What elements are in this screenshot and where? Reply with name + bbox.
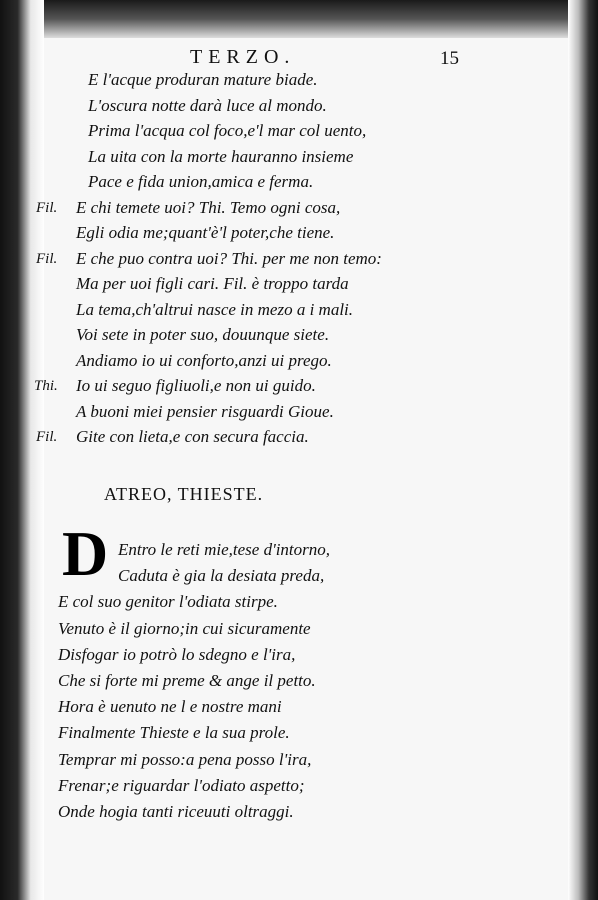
verse-line: E l'acque produran mature biade. <box>88 70 318 89</box>
book-page <box>40 38 576 900</box>
verse-line: Egli odia me;quant'è'l poter,che tiene. <box>76 223 335 242</box>
verse-line: E che puo contra uoi? Thi. per me non temo: <box>76 248 382 268</box>
verse-line: Entro le reti mie,tese d'intorno, <box>118 540 331 559</box>
speaker-label: Fil. <box>36 199 58 216</box>
page-number: 15 <box>440 48 459 69</box>
verse-line: A buoni miei pensier risguardi Gioue. <box>76 401 334 421</box>
speaker-label: Fil. <box>36 250 58 267</box>
verse-line: Che si forte mi preme & ange il petto. <box>58 671 316 690</box>
speaker-label: Fil. <box>36 429 58 445</box>
verse-line: Ma per uoi figli cari. Fil. è troppo tarda <box>76 274 349 293</box>
verse-line: Pace e fida union,amica e ferma. <box>88 172 314 191</box>
speaker-label: Thi. <box>34 378 58 394</box>
verse-line: Hora è uenuto ne l e nostre mani <box>58 697 282 717</box>
verse-line: Finalmente Thieste e la sua prole. <box>58 723 290 743</box>
top-edge-shadow <box>0 0 598 38</box>
verse-line: L'oscura notte darà luce al mondo. <box>88 95 327 115</box>
verse-line: E col suo genitor l'odiata stirpe. <box>58 592 278 612</box>
verse-line: Disfogar io potrò lo sdegno e l'ira, <box>58 644 296 664</box>
verse-line: Frenar;e riguardar l'odiato aspetto; <box>58 775 305 795</box>
right-page-edge <box>568 0 598 900</box>
verse-line: La tema,ch'altrui nasce in mezo a i mali. <box>76 299 354 319</box>
verse-line: Prima l'acqua col foco,e'l mar col uento, <box>88 121 367 140</box>
drop-cap: D <box>62 518 109 589</box>
running-head: TERZO. <box>190 46 296 68</box>
verse-line: Voi sete in poter suo, douunque siete. <box>76 325 330 344</box>
verse-line: Gite con lieta,e con secura faccia. <box>76 427 309 446</box>
verse-line: Temprar mi posso:a pena posso l'ira, <box>58 749 312 769</box>
verse-line: Andiamo io ui conforto,anzi ui prego. <box>76 350 332 370</box>
verse-line: Io ui seguo figliuoli,e non ui guido. <box>76 376 316 395</box>
scene-heading: ATREO, THIESTE. <box>104 484 264 504</box>
verse-line: Onde hogia tanti riceuuti oltraggi. <box>58 802 294 821</box>
verse-line: E chi temete uoi? Thi. Temo ogni cosa, <box>76 197 341 217</box>
left-binding-shadow <box>0 0 44 900</box>
verse-line: Venuto è il giorno;in cui sicuramente <box>58 618 311 638</box>
verse-line: Caduta è gia la desiata preda, <box>118 566 325 586</box>
verse-line: La uita con la morte hauranno insieme <box>88 146 354 166</box>
